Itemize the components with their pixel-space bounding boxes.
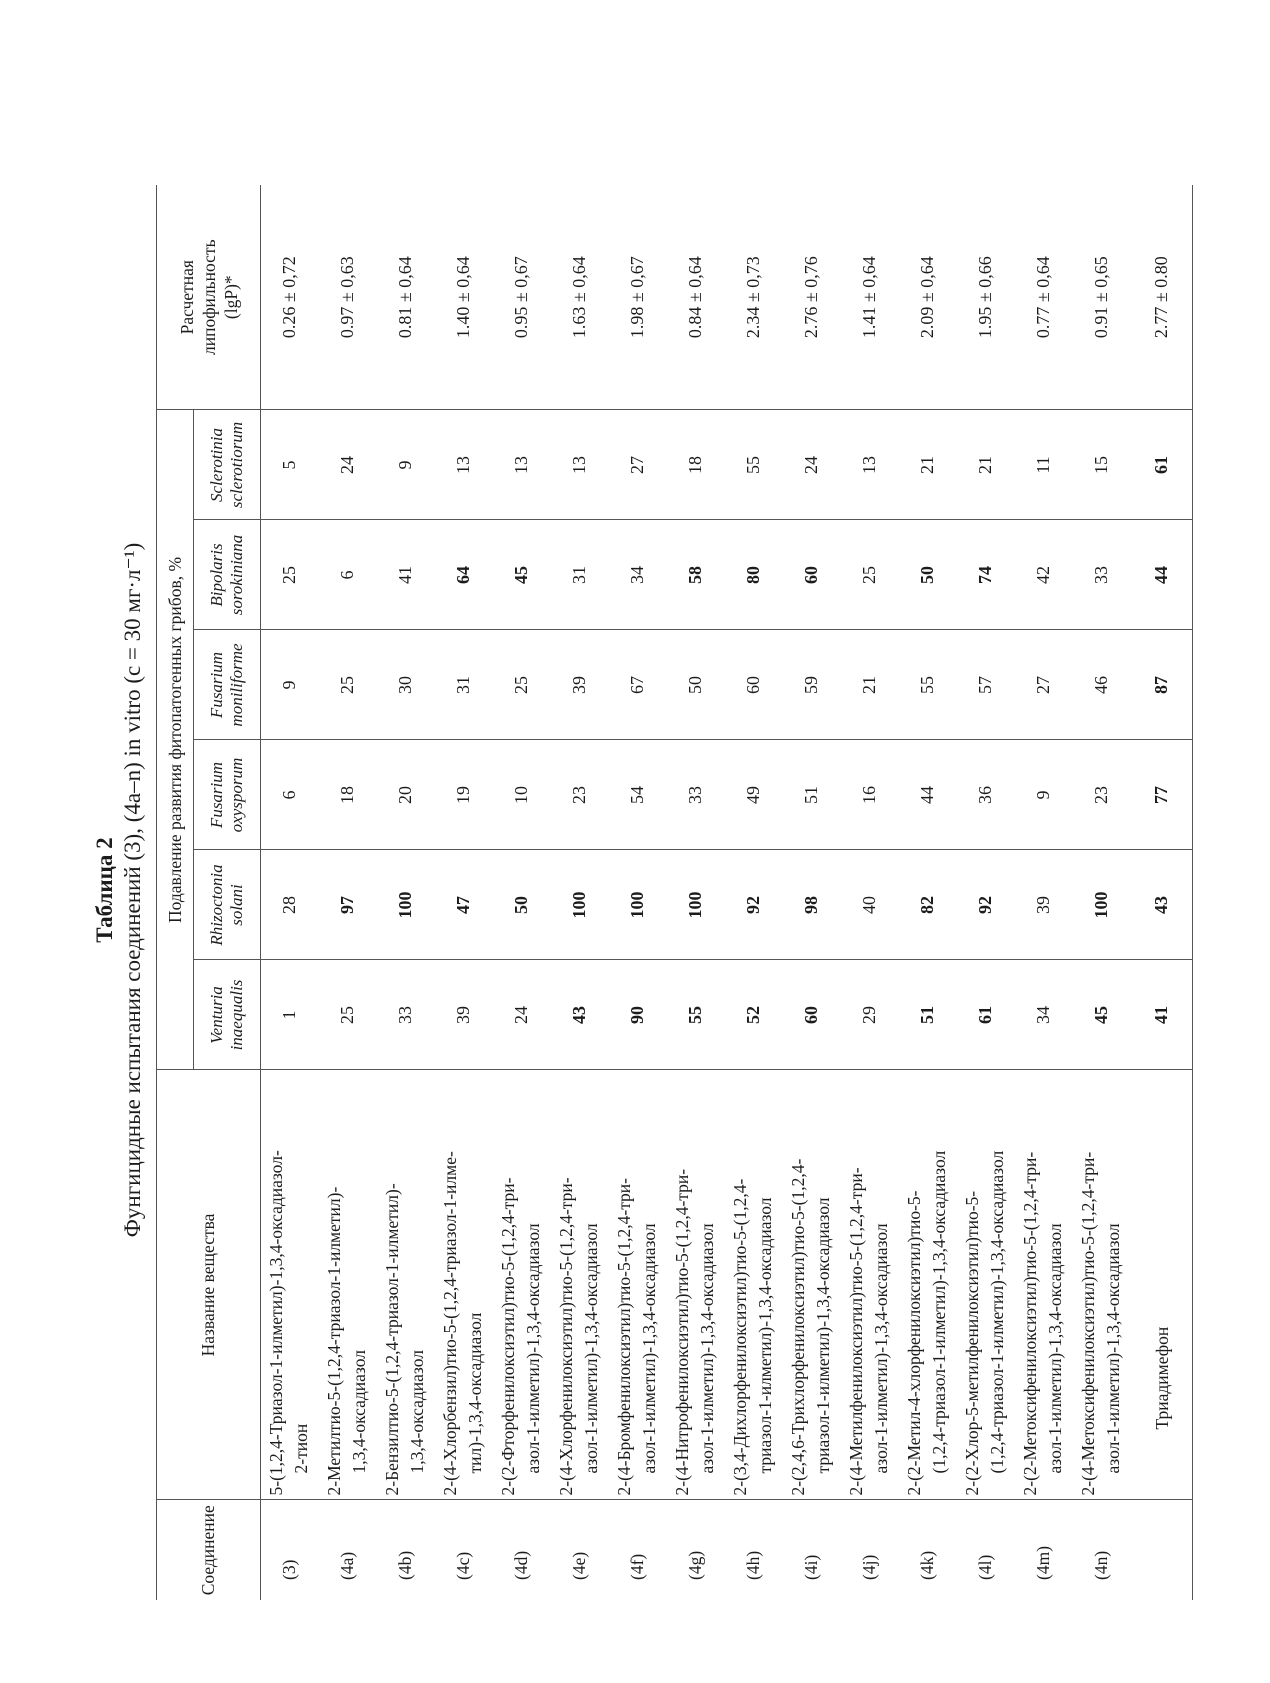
compound-name: 2-Метилтио-5-(1,2,4-триазол-1-илметил)- 1,3,4-оксадиазол	[319, 1070, 377, 1500]
suppression-value: 27	[609, 410, 667, 520]
suppression-value: 6	[261, 740, 319, 850]
suppression-value: 90	[609, 960, 667, 1070]
suppression-value: 61	[957, 960, 1015, 1070]
suppression-value: 41	[377, 520, 435, 630]
suppression-value: 55	[725, 410, 783, 520]
suppression-value: 60	[725, 630, 783, 740]
compound-name: 2-(4-Нитрофенилоксиэтил)тио-5-(1,2,4-три- азол-1-илметил)-1,3,4-оксадиазол	[667, 1070, 725, 1500]
lipophilicity-value: 0.91 ± 0,65	[1073, 185, 1131, 410]
lipophilicity-value: 1.95 ± 0,66	[957, 185, 1015, 410]
suppression-value: 77	[1131, 740, 1193, 850]
suppression-value: 80	[725, 520, 783, 630]
suppression-value: 20	[377, 740, 435, 850]
compound-code: (4g)	[685, 1550, 705, 1580]
lipophilicity-value: 1.63 ± 0,64	[551, 185, 609, 410]
suppression-value: 58	[667, 520, 725, 630]
compound-name: 2-(4-Метоксифенилоксиэтил)тио-5-(1,2,4-три- азол-1-илметил)-1,3,4-оксадиазол	[1073, 1070, 1131, 1500]
suppression-value: 40	[841, 850, 899, 960]
lipophilicity-value: 1.98 ± 0,67	[609, 185, 667, 410]
header-species: Fusarium oxysporum	[194, 740, 261, 850]
suppression-value: 39	[1015, 850, 1073, 960]
suppression-value: 21	[841, 630, 899, 740]
compound-name: 2-(3,4-Дихлорфенилоксиэтил)тио-5-(1,2,4- триазол-1-илметил)-1,3,4-оксадиазол	[725, 1070, 783, 1500]
table-title: Таблица 2	[92, 837, 117, 943]
header-species: Bipolaris sorokiniana	[194, 520, 261, 630]
suppression-value: 87	[1131, 630, 1193, 740]
header-species: Rhizoctonia solani	[194, 850, 261, 960]
suppression-value: 60	[783, 520, 841, 630]
lipophilicity-value: 0.26 ± 0,72	[261, 185, 319, 410]
table-row	[435, 185, 493, 1600]
lipophilicity-value: 0.95 ± 0,67	[493, 185, 551, 410]
suppression-value: 45	[493, 520, 551, 630]
suppression-value: 43	[551, 960, 609, 1070]
suppression-value: 1	[261, 960, 319, 1070]
suppression-value: 24	[493, 960, 551, 1070]
header-suppression: Подавление развития фитопатогенных грибов, %	[157, 410, 194, 1070]
compound-code: (4j)	[859, 1554, 879, 1580]
header-lipophilicity: Расчетная липофильность (lgP)*	[157, 185, 261, 410]
suppression-value: 33	[377, 960, 435, 1070]
suppression-value: 31	[435, 630, 493, 740]
table-row	[551, 185, 609, 1600]
suppression-value: 100	[1073, 850, 1131, 960]
header-species: Sclerotinia sclerotiorum	[194, 410, 261, 520]
suppression-value: 9	[377, 410, 435, 520]
suppression-value: 92	[957, 850, 1015, 960]
table-row	[899, 185, 957, 1600]
suppression-value: 60	[783, 960, 841, 1070]
suppression-value: 18	[667, 410, 725, 520]
suppression-value: 28	[261, 850, 319, 960]
suppression-value: 47	[435, 850, 493, 960]
lipophilicity-value: 2.76 ± 0,76	[783, 185, 841, 410]
compound-code: (4c)	[453, 1551, 473, 1580]
compound-name: 2-(2-Фторфенилоксиэтил)тио-5-(1,2,4-три- азол-1-илметил)-1,3,4-оксадиазол	[493, 1070, 551, 1500]
suppression-value: 10	[493, 740, 551, 850]
compound-name: Триадимефон	[1131, 1070, 1193, 1500]
suppression-value: 44	[899, 740, 957, 850]
table-row	[725, 185, 783, 1600]
compound-code: (4d)	[511, 1550, 531, 1580]
suppression-value: 39	[435, 960, 493, 1070]
header-species: Fusarium moniliforme	[194, 630, 261, 740]
suppression-value: 100	[609, 850, 667, 960]
header-name: Название вещества	[157, 1070, 261, 1500]
table-row	[1073, 185, 1131, 1600]
lipophilicity-value: 1.40 ± 0,64	[435, 185, 493, 410]
fungicide-table	[156, 185, 1193, 1600]
reference-row	[1131, 185, 1193, 1600]
compound-code: (4i)	[801, 1554, 821, 1580]
suppression-value: 45	[1073, 960, 1131, 1070]
table-row	[667, 185, 725, 1600]
compound-code: (4h)	[743, 1550, 763, 1580]
suppression-value: 25	[319, 630, 377, 740]
suppression-value: 50	[667, 630, 725, 740]
suppression-value: 23	[1073, 740, 1131, 850]
rotated-page	[90, 180, 1173, 1600]
suppression-value: 51	[783, 740, 841, 850]
suppression-value: 61	[1131, 410, 1193, 520]
compound-name: 5-(1,2,4-Триазол-1-илметил)-1,3,4-оксадиазол- 2-тион	[261, 1070, 319, 1500]
suppression-value: 55	[667, 960, 725, 1070]
suppression-value: 57	[957, 630, 1015, 740]
suppression-value: 18	[319, 740, 377, 850]
compound-code: (4a)	[337, 1551, 357, 1580]
suppression-value: 55	[899, 630, 957, 740]
table-row	[841, 185, 899, 1600]
table-row	[957, 185, 1015, 1600]
suppression-value: 13	[841, 410, 899, 520]
lipophilicity-value: 2.09 ± 0,64	[899, 185, 957, 410]
suppression-value: 51	[899, 960, 957, 1070]
suppression-value: 42	[1015, 520, 1073, 630]
lipophilicity-value: 0.84 ± 0,64	[667, 185, 725, 410]
compound-name: 2-(2-Метоксифенилоксиэтил)тио-5-(1,2,4-три- азол-1-илметил)-1,3,4-оксадиазол	[1015, 1070, 1073, 1500]
table-row	[783, 185, 841, 1600]
suppression-value: 59	[783, 630, 841, 740]
compound-name: 2-(4-Метилфенилоксиэтил)тио-5-(1,2,4-три- азол-1-илметил)-1,3,4-оксадиазол	[841, 1070, 899, 1500]
compound-name: 2-(2,4,6-Трихлорфенилоксиэтил)тио-5-(1,2,4- триазол-1-илметил)-1,3,4-оксадиазол	[783, 1070, 841, 1500]
table-row	[377, 185, 435, 1600]
compound-code: (4k)	[917, 1550, 937, 1580]
suppression-value: 33	[1073, 520, 1131, 630]
suppression-value: 34	[1015, 960, 1073, 1070]
table-row	[609, 185, 667, 1600]
header-species: Venturia inaequalis	[194, 960, 261, 1070]
suppression-value: 11	[1015, 410, 1073, 520]
suppression-value: 29	[841, 960, 899, 1070]
suppression-value: 41	[1131, 960, 1193, 1070]
suppression-value: 34	[609, 520, 667, 630]
compound-name: 2-(2-Метил-4-хлорфенилоксиэтил)тио-5- (1,2,4-триазол-1-илметил)-1,3,4-оксадиазол	[899, 1070, 957, 1500]
suppression-value: 21	[899, 410, 957, 520]
suppression-value: 64	[435, 520, 493, 630]
table-row	[261, 185, 319, 1600]
compound-code: (4e)	[569, 1551, 589, 1580]
table-row	[1015, 185, 1073, 1600]
suppression-value: 44	[1131, 520, 1193, 630]
suppression-value: 98	[783, 850, 841, 960]
compound-code: (4n)	[1091, 1550, 1111, 1580]
suppression-value: 50	[493, 850, 551, 960]
suppression-value: 100	[551, 850, 609, 960]
suppression-value: 46	[1073, 630, 1131, 740]
suppression-value: 82	[899, 850, 957, 960]
compound-name: 2-Бензилтио-5-(1,2,4-триазол-1-илметил)- 1,3,4-оксадиазол	[377, 1070, 435, 1500]
suppression-value: 74	[957, 520, 1015, 630]
suppression-value: 39	[551, 630, 609, 740]
lipophilicity-value: 0.97 ± 0,63	[319, 185, 377, 410]
suppression-value: 21	[957, 410, 1015, 520]
suppression-value: 9	[1015, 740, 1073, 850]
suppression-value: 13	[435, 410, 493, 520]
suppression-value: 30	[377, 630, 435, 740]
suppression-value: 25	[493, 630, 551, 740]
compound-code: (4m)	[1033, 1545, 1053, 1580]
lipophilicity-value: 2.34 ± 0,73	[725, 185, 783, 410]
suppression-value: 24	[319, 410, 377, 520]
suppression-value: 100	[667, 850, 725, 960]
suppression-value: 25	[841, 520, 899, 630]
suppression-value: 54	[609, 740, 667, 850]
suppression-value: 52	[725, 960, 783, 1070]
suppression-value: 50	[899, 520, 957, 630]
suppression-value: 23	[551, 740, 609, 850]
suppression-value: 27	[1015, 630, 1073, 740]
lipophilicity-value: 0.81 ± 0,64	[377, 185, 435, 410]
suppression-value: 19	[435, 740, 493, 850]
suppression-value: 15	[1073, 410, 1131, 520]
compound-code	[1131, 1500, 1193, 1600]
lipophilicity-value: 1.41 ± 0,64	[841, 185, 899, 410]
suppression-value: 92	[725, 850, 783, 960]
suppression-value: 36	[957, 740, 1015, 850]
lipophilicity-value: 2.77 ± 0.80	[1131, 185, 1193, 410]
suppression-value: 16	[841, 740, 899, 850]
compound-name: 2-(4-Бромфенилоксиэтил)тио-5-(1,2,4-три- азол-1-илметил)-1,3,4-оксадиазол	[609, 1070, 667, 1500]
compound-name: 2-(4-Хлорбензил)тио-5-(1,2,4-триазол-1-илме- тил)-1,3,4-оксадиазол	[435, 1070, 493, 1500]
suppression-value: 5	[261, 410, 319, 520]
compound-code: (4f)	[627, 1553, 647, 1580]
suppression-value: 100	[377, 850, 435, 960]
suppression-value: 13	[551, 410, 609, 520]
table-subtitle: Фунгицидные испытания соединений (3), (4a–n) in vitro (c = 30 мг·л⁻¹)	[120, 542, 145, 1238]
suppression-value: 31	[551, 520, 609, 630]
suppression-value: 9	[261, 630, 319, 740]
suppression-value: 25	[319, 960, 377, 1070]
lipophilicity-value: 0.77 ± 0,64	[1015, 185, 1073, 410]
suppression-value: 43	[1131, 850, 1193, 960]
suppression-value: 24	[783, 410, 841, 520]
suppression-value: 67	[609, 630, 667, 740]
table-row	[493, 185, 551, 1600]
suppression-value: 33	[667, 740, 725, 850]
header-compound: Соединение	[157, 1500, 261, 1600]
compound-code: (4b)	[395, 1550, 415, 1580]
compound-code: (3)	[279, 1559, 300, 1580]
suppression-value: 13	[493, 410, 551, 520]
compound-name: 2-(2-Хлор-5-метилфенилоксиэтил)тио-5- (1,2,4-триазол-1-илметил)-1,3,4-оксадиазол	[957, 1070, 1015, 1500]
suppression-value: 49	[725, 740, 783, 850]
suppression-value: 6	[319, 520, 377, 630]
table-body	[261, 185, 1193, 1600]
table-row	[319, 185, 377, 1600]
compound-name: 2-(4-Хлорфенилоксиэтил)тио-5-(1,2,4-три- азол-1-илметил)-1,3,4-оксадиазол	[551, 1070, 609, 1500]
compound-code: (4l)	[975, 1554, 995, 1580]
suppression-value: 97	[319, 850, 377, 960]
suppression-value: 25	[261, 520, 319, 630]
